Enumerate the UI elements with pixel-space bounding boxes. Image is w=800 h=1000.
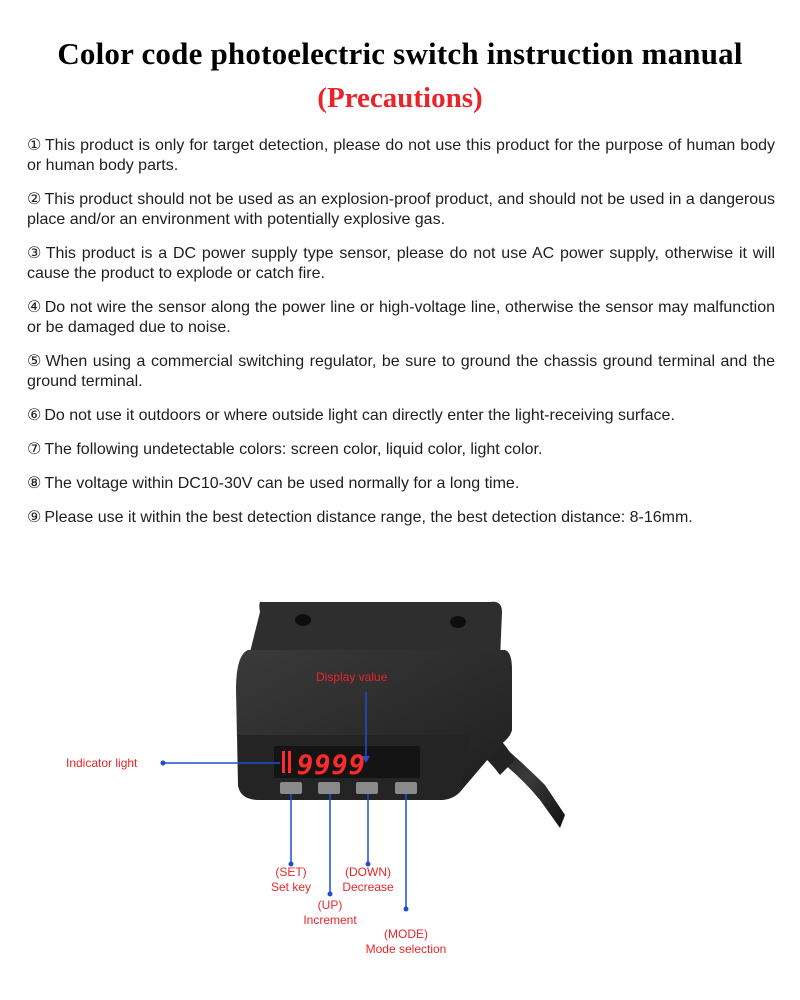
precaution-item xyxy=(27,508,775,528)
led-digits: 9999 xyxy=(297,750,367,781)
set-key-code: (SET) xyxy=(275,865,307,879)
precaution-item xyxy=(27,190,775,230)
precaution-item xyxy=(27,136,775,176)
mode-key-name: Mode selection xyxy=(365,942,447,956)
item-marker: ⑦ xyxy=(27,441,42,458)
label-up-key xyxy=(296,898,364,928)
precaution-item xyxy=(27,406,775,426)
set-button-cap xyxy=(280,782,302,794)
leader-dot xyxy=(328,892,333,897)
item-text: Do not use it outdoors or where outside light can directly enter the light-receiving surface. xyxy=(44,407,675,424)
label-down-key xyxy=(336,865,400,895)
indicator-bar xyxy=(282,751,285,773)
item-marker: ⑨ xyxy=(27,509,42,526)
item-text: This product should not be used as an explosion-proof product, and should not be used in a dangerous place and/or an environment with potentially explosive gas. xyxy=(27,191,776,228)
item-marker: ① xyxy=(27,137,42,154)
item-marker: ⑥ xyxy=(27,407,42,424)
item-marker: ④ xyxy=(27,299,42,316)
indicator-bar xyxy=(288,751,291,773)
precaution-item xyxy=(27,244,775,284)
label-mode-key xyxy=(358,927,454,957)
precaution-item xyxy=(27,352,775,392)
precaution-item xyxy=(27,440,775,460)
mode-key-code: (MODE) xyxy=(384,927,428,941)
precaution-item xyxy=(27,474,775,494)
mount-hole-right xyxy=(450,616,466,628)
label-indicator-light: Indicator light xyxy=(66,756,138,770)
mount-hole-left xyxy=(295,614,311,626)
leader-dot xyxy=(404,907,409,912)
mode-button-cap xyxy=(395,782,417,794)
set-key-name: Set key xyxy=(270,880,312,894)
item-marker: ⑧ xyxy=(27,475,42,492)
precautions-list xyxy=(27,136,775,542)
label-display-value: Display value xyxy=(316,670,388,684)
item-marker: ② xyxy=(27,191,42,208)
item-marker: ⑤ xyxy=(27,353,43,370)
document-title: Color code photoelectric switch instruction manual xyxy=(57,36,743,71)
item-text: The following undetectable colors: screen color, liquid color, light color. xyxy=(44,441,543,458)
sensor-diagram xyxy=(0,560,800,1000)
label-set-key xyxy=(262,865,320,895)
item-text: Do not wire the sensor along the power line or high-voltage line, otherwise the sensor may malfunction or be damaged due to noise. xyxy=(27,299,775,336)
precaution-item xyxy=(27,298,775,338)
item-text: This product is only for target detection, please do not use this product for the purpose of human body or human body parts. xyxy=(27,137,776,174)
down-button-cap xyxy=(356,782,378,794)
down-key-name: Decrease xyxy=(342,880,394,894)
item-text: The voltage within DC10-30V can be used normally for a long time. xyxy=(44,475,520,492)
leader-dot xyxy=(161,761,166,766)
item-text: This product is a DC power supply type sensor, please do not use AC power supply, otherwise it will cause the product to explode or catch fire. xyxy=(27,245,776,282)
item-text: Please use it within the best detection distance range, the best detection distance: 8-16mm. xyxy=(44,509,693,526)
down-key-code: (DOWN) xyxy=(345,865,391,879)
item-text: When using a commercial switching regulator, be sure to ground the chassis ground terminal and the ground terminal. xyxy=(27,353,775,390)
document-subtitle: (Precautions) xyxy=(317,82,483,114)
up-key-code: (UP) xyxy=(317,898,343,912)
up-key-name: Increment xyxy=(303,913,357,927)
up-button-cap xyxy=(318,782,340,794)
item-marker: ③ xyxy=(27,245,43,262)
